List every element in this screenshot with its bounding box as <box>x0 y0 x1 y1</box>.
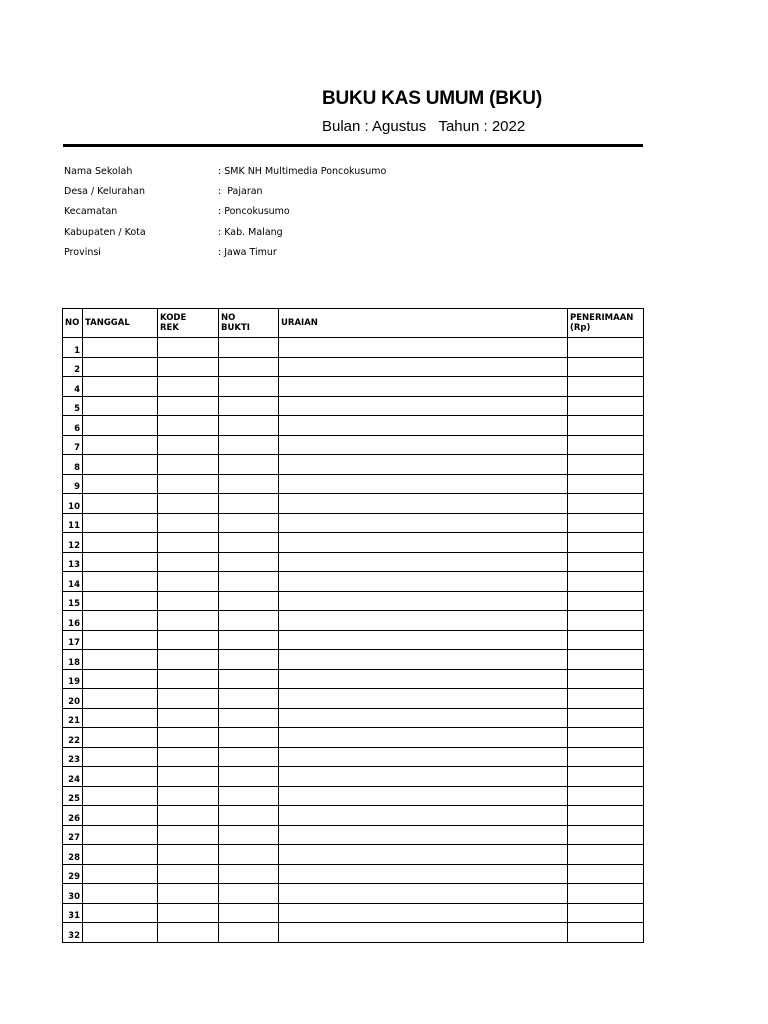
tanggal-cell[interactable] <box>83 767 158 787</box>
column-header-kode-rek: KODE REK <box>158 309 219 338</box>
table-row <box>63 494 644 514</box>
table-row <box>63 377 644 397</box>
kode-rek-cell[interactable] <box>158 416 219 436</box>
table-row <box>63 611 644 631</box>
row-number-cell: 8 <box>63 455 83 475</box>
uraian-cell[interactable] <box>279 591 568 611</box>
no-bukti-cell[interactable] <box>219 474 279 494</box>
table-row <box>63 845 644 865</box>
tanggal-cell[interactable] <box>83 630 158 650</box>
kode-rek-cell[interactable] <box>158 552 219 572</box>
kode-rek-cell[interactable] <box>158 884 219 904</box>
row-number-cell: 22 <box>63 728 83 748</box>
no-bukti-cell[interactable] <box>219 864 279 884</box>
kode-rek-cell[interactable] <box>158 396 219 416</box>
info-label: Provinsi <box>64 247 101 258</box>
no-bukti-cell[interactable] <box>219 591 279 611</box>
uraian-cell[interactable] <box>279 474 568 494</box>
penerimaan-cell[interactable] <box>568 845 644 865</box>
no-bukti-cell[interactable] <box>219 747 279 767</box>
row-number-cell: 32 <box>63 923 83 943</box>
table-row <box>63 903 644 923</box>
no-bukti-cell[interactable] <box>219 728 279 748</box>
tanggal-cell[interactable] <box>83 728 158 748</box>
uraian-cell[interactable] <box>279 455 568 475</box>
no-bukti-cell[interactable] <box>219 630 279 650</box>
no-bukti-cell[interactable] <box>219 825 279 845</box>
row-number-cell: 20 <box>63 689 83 709</box>
tanggal-cell[interactable] <box>83 884 158 904</box>
no-bukti-cell[interactable] <box>219 767 279 787</box>
tanggal-cell[interactable] <box>83 825 158 845</box>
table-row <box>63 767 644 787</box>
uraian-cell[interactable] <box>279 416 568 436</box>
tanggal-cell[interactable] <box>83 806 158 826</box>
table-row <box>63 552 644 572</box>
no-bukti-cell[interactable] <box>219 708 279 728</box>
penerimaan-cell[interactable] <box>568 864 644 884</box>
uraian-cell[interactable] <box>279 650 568 670</box>
penerimaan-cell[interactable] <box>568 650 644 670</box>
tanggal-cell[interactable] <box>83 435 158 455</box>
info-label: Kecamatan <box>64 206 118 217</box>
header-divider <box>63 144 643 147</box>
kode-rek-cell[interactable] <box>158 611 219 631</box>
table-row <box>63 728 644 748</box>
penerimaan-cell[interactable] <box>568 357 644 377</box>
no-bukti-cell[interactable] <box>219 435 279 455</box>
penerimaan-cell[interactable] <box>568 923 644 943</box>
uraian-cell[interactable] <box>279 786 568 806</box>
penerimaan-cell[interactable] <box>568 669 644 689</box>
info-value: : Kab. Malang <box>218 227 283 238</box>
tanggal-cell[interactable] <box>83 747 158 767</box>
penerimaan-cell[interactable] <box>568 728 644 748</box>
tanggal-cell[interactable] <box>83 708 158 728</box>
uraian-cell[interactable] <box>279 825 568 845</box>
kode-rek-cell[interactable] <box>158 650 219 670</box>
row-number-cell: 2 <box>63 357 83 377</box>
uraian-cell[interactable] <box>279 923 568 943</box>
penerimaan-cell[interactable] <box>568 708 644 728</box>
kode-rek-cell[interactable] <box>158 474 219 494</box>
kode-rek-cell[interactable] <box>158 728 219 748</box>
no-bukti-cell[interactable] <box>219 377 279 397</box>
row-number-cell: 17 <box>63 630 83 650</box>
row-number-cell: 16 <box>63 611 83 631</box>
uraian-cell[interactable] <box>279 845 568 865</box>
kode-rek-cell[interactable] <box>158 747 219 767</box>
uraian-cell[interactable] <box>279 806 568 826</box>
tanggal-cell[interactable] <box>83 845 158 865</box>
uraian-cell[interactable] <box>279 357 568 377</box>
row-number-cell: 23 <box>63 747 83 767</box>
kode-rek-cell[interactable] <box>158 903 219 923</box>
table-row <box>63 650 644 670</box>
table-row <box>63 708 644 728</box>
table-row <box>63 806 644 826</box>
uraian-cell[interactable] <box>279 552 568 572</box>
kode-rek-cell[interactable] <box>158 377 219 397</box>
row-number-cell: 18 <box>63 650 83 670</box>
kode-rek-cell[interactable] <box>158 455 219 475</box>
no-bukti-cell[interactable] <box>219 650 279 670</box>
penerimaan-cell[interactable] <box>568 396 644 416</box>
tanggal-cell[interactable] <box>83 474 158 494</box>
column-header-penerimaan: PENERIMAAN (Rp) <box>568 309 644 338</box>
penerimaan-cell[interactable] <box>568 786 644 806</box>
table-row <box>63 513 644 533</box>
penerimaan-cell[interactable] <box>568 767 644 787</box>
table-row <box>63 357 644 377</box>
no-bukti-cell[interactable] <box>219 611 279 631</box>
tanggal-cell[interactable] <box>83 377 158 397</box>
table-row <box>63 786 644 806</box>
penerimaan-cell[interactable] <box>568 825 644 845</box>
column-header-no-bukti: NO BUKTI <box>219 309 279 338</box>
penerimaan-cell[interactable] <box>568 747 644 767</box>
row-number-cell: 24 <box>63 767 83 787</box>
no-bukti-cell[interactable] <box>219 903 279 923</box>
row-number-cell: 4 <box>63 377 83 397</box>
uraian-cell[interactable] <box>279 338 568 358</box>
penerimaan-cell[interactable] <box>568 689 644 709</box>
no-bukti-cell[interactable] <box>219 786 279 806</box>
penerimaan-cell[interactable] <box>568 903 644 923</box>
row-number-cell: 19 <box>63 669 83 689</box>
penerimaan-cell[interactable] <box>568 572 644 592</box>
penerimaan-cell[interactable] <box>568 806 644 826</box>
penerimaan-cell[interactable] <box>568 611 644 631</box>
column-header-uraian: URAIAN <box>279 309 568 338</box>
row-number-cell: 27 <box>63 825 83 845</box>
table-row <box>63 474 644 494</box>
row-number-cell: 21 <box>63 708 83 728</box>
info-row-regency <box>64 227 283 241</box>
table-row <box>63 416 644 436</box>
table-row <box>63 338 644 358</box>
kode-rek-cell[interactable] <box>158 864 219 884</box>
uraian-cell[interactable] <box>279 669 568 689</box>
row-number-cell: 7 <box>63 435 83 455</box>
table-row <box>63 669 644 689</box>
row-number-cell: 12 <box>63 533 83 553</box>
uraian-cell[interactable] <box>279 884 568 904</box>
info-value: : Poncokusumo <box>218 206 290 217</box>
penerimaan-cell[interactable] <box>568 338 644 358</box>
tanggal-cell[interactable] <box>83 513 158 533</box>
kode-rek-cell[interactable] <box>158 435 219 455</box>
info-row-school <box>64 166 387 180</box>
row-number-cell: 28 <box>63 845 83 865</box>
tanggal-cell[interactable] <box>83 494 158 514</box>
penerimaan-cell[interactable] <box>568 591 644 611</box>
row-number-cell: 30 <box>63 884 83 904</box>
uraian-cell[interactable] <box>279 630 568 650</box>
table-row <box>63 455 644 475</box>
tanggal-cell[interactable] <box>83 552 158 572</box>
tanggal-cell[interactable] <box>83 864 158 884</box>
kode-rek-cell[interactable] <box>158 533 219 553</box>
row-number-cell: 25 <box>63 786 83 806</box>
no-bukti-cell[interactable] <box>219 338 279 358</box>
kode-rek-cell[interactable] <box>158 767 219 787</box>
kode-rek-cell[interactable] <box>158 513 219 533</box>
tanggal-cell[interactable] <box>83 416 158 436</box>
uraian-cell[interactable] <box>279 572 568 592</box>
no-bukti-cell[interactable] <box>219 923 279 943</box>
tanggal-cell[interactable] <box>83 923 158 943</box>
kode-rek-cell[interactable] <box>158 708 219 728</box>
penerimaan-cell[interactable] <box>568 435 644 455</box>
info-label: Kabupaten / Kota <box>64 227 146 238</box>
no-bukti-cell[interactable] <box>219 494 279 514</box>
row-number-cell: 11 <box>63 513 83 533</box>
info-row-village <box>64 186 263 200</box>
info-label: Desa / Kelurahan <box>64 186 146 197</box>
kode-rek-cell[interactable] <box>158 494 219 514</box>
no-bukti-cell[interactable] <box>219 669 279 689</box>
table-row <box>63 884 644 904</box>
uraian-cell[interactable] <box>279 396 568 416</box>
tanggal-cell[interactable] <box>83 455 158 475</box>
table-row <box>63 533 644 553</box>
penerimaan-cell[interactable] <box>568 513 644 533</box>
no-bukti-cell[interactable] <box>219 455 279 475</box>
row-number-cell: 5 <box>63 396 83 416</box>
info-value: : Jawa Timur <box>218 247 277 258</box>
penerimaan-cell[interactable] <box>568 552 644 572</box>
row-number-cell: 14 <box>63 572 83 592</box>
table-row <box>63 747 644 767</box>
uraian-cell[interactable] <box>279 435 568 455</box>
penerimaan-cell[interactable] <box>568 416 644 436</box>
no-bukti-cell[interactable] <box>219 884 279 904</box>
kode-rek-cell[interactable] <box>158 923 219 943</box>
uraian-cell[interactable] <box>279 864 568 884</box>
tanggal-cell[interactable] <box>83 903 158 923</box>
table-row <box>63 435 644 455</box>
row-number-cell: 1 <box>63 338 83 358</box>
table-row <box>63 591 644 611</box>
row-number-cell: 6 <box>63 416 83 436</box>
info-row-province <box>64 247 277 261</box>
row-number-cell: 31 <box>63 903 83 923</box>
kode-rek-cell[interactable] <box>158 357 219 377</box>
uraian-cell[interactable] <box>279 611 568 631</box>
tanggal-cell[interactable] <box>83 591 158 611</box>
info-label: Nama Sekolah <box>64 166 133 177</box>
kode-rek-cell[interactable] <box>158 825 219 845</box>
kode-rek-cell[interactable] <box>158 630 219 650</box>
row-number-cell: 13 <box>63 552 83 572</box>
row-number-cell: 29 <box>63 864 83 884</box>
penerimaan-cell[interactable] <box>568 455 644 475</box>
no-bukti-cell[interactable] <box>219 533 279 553</box>
penerimaan-cell[interactable] <box>568 474 644 494</box>
row-number-cell: 26 <box>63 806 83 826</box>
uraian-cell[interactable] <box>279 494 568 514</box>
uraian-cell[interactable] <box>279 689 568 709</box>
info-value: : SMK NH Multimedia Poncokusumo <box>218 166 387 177</box>
info-value: : Pajaran <box>218 186 263 197</box>
no-bukti-cell[interactable] <box>219 357 279 377</box>
kode-rek-cell[interactable] <box>158 338 219 358</box>
tanggal-cell[interactable] <box>83 572 158 592</box>
uraian-cell[interactable] <box>279 747 568 767</box>
table-row <box>63 396 644 416</box>
row-number-cell: 9 <box>63 474 83 494</box>
period-subtitle: Bulan : Agustus Tahun : 2022 <box>322 118 526 135</box>
kode-rek-cell[interactable] <box>158 786 219 806</box>
penerimaan-cell[interactable] <box>568 533 644 553</box>
penerimaan-cell[interactable] <box>568 630 644 650</box>
table-row <box>63 572 644 592</box>
uraian-cell[interactable] <box>279 533 568 553</box>
no-bukti-cell[interactable] <box>219 416 279 436</box>
no-bukti-cell[interactable] <box>219 513 279 533</box>
column-header-tanggal: TANGGAL <box>83 309 158 338</box>
kode-rek-cell[interactable] <box>158 572 219 592</box>
cash-book-table <box>62 308 644 943</box>
table-header-row <box>63 309 644 338</box>
penerimaan-cell[interactable] <box>568 884 644 904</box>
no-bukti-cell[interactable] <box>219 689 279 709</box>
tanggal-cell[interactable] <box>83 786 158 806</box>
column-header-no: NO <box>63 309 83 338</box>
no-bukti-cell[interactable] <box>219 806 279 826</box>
row-number-cell: 15 <box>63 591 83 611</box>
table-row <box>63 630 644 650</box>
kode-rek-cell[interactable] <box>158 669 219 689</box>
kode-rek-cell[interactable] <box>158 689 219 709</box>
info-row-district <box>64 206 290 220</box>
table-row <box>63 825 644 845</box>
tanggal-cell[interactable] <box>83 396 158 416</box>
tanggal-cell[interactable] <box>83 357 158 377</box>
row-number-cell: 10 <box>63 494 83 514</box>
tanggal-cell[interactable] <box>83 338 158 358</box>
no-bukti-cell[interactable] <box>219 572 279 592</box>
document-title: BUKU KAS UMUM (BKU) <box>322 88 542 109</box>
tanggal-cell[interactable] <box>83 611 158 631</box>
penerimaan-cell[interactable] <box>568 377 644 397</box>
kode-rek-cell[interactable] <box>158 806 219 826</box>
no-bukti-cell[interactable] <box>219 552 279 572</box>
table-row <box>63 689 644 709</box>
tanggal-cell[interactable] <box>83 669 158 689</box>
tanggal-cell[interactable] <box>83 533 158 553</box>
uraian-cell[interactable] <box>279 767 568 787</box>
uraian-cell[interactable] <box>279 708 568 728</box>
no-bukti-cell[interactable] <box>219 845 279 865</box>
uraian-cell[interactable] <box>279 513 568 533</box>
uraian-cell[interactable] <box>279 377 568 397</box>
tanggal-cell[interactable] <box>83 689 158 709</box>
uraian-cell[interactable] <box>279 903 568 923</box>
penerimaan-cell[interactable] <box>568 494 644 514</box>
tanggal-cell[interactable] <box>83 650 158 670</box>
table-row <box>63 923 644 943</box>
uraian-cell[interactable] <box>279 728 568 748</box>
kode-rek-cell[interactable] <box>158 591 219 611</box>
cash-book-table-container <box>62 308 644 943</box>
table-row <box>63 864 644 884</box>
kode-rek-cell[interactable] <box>158 845 219 865</box>
no-bukti-cell[interactable] <box>219 396 279 416</box>
